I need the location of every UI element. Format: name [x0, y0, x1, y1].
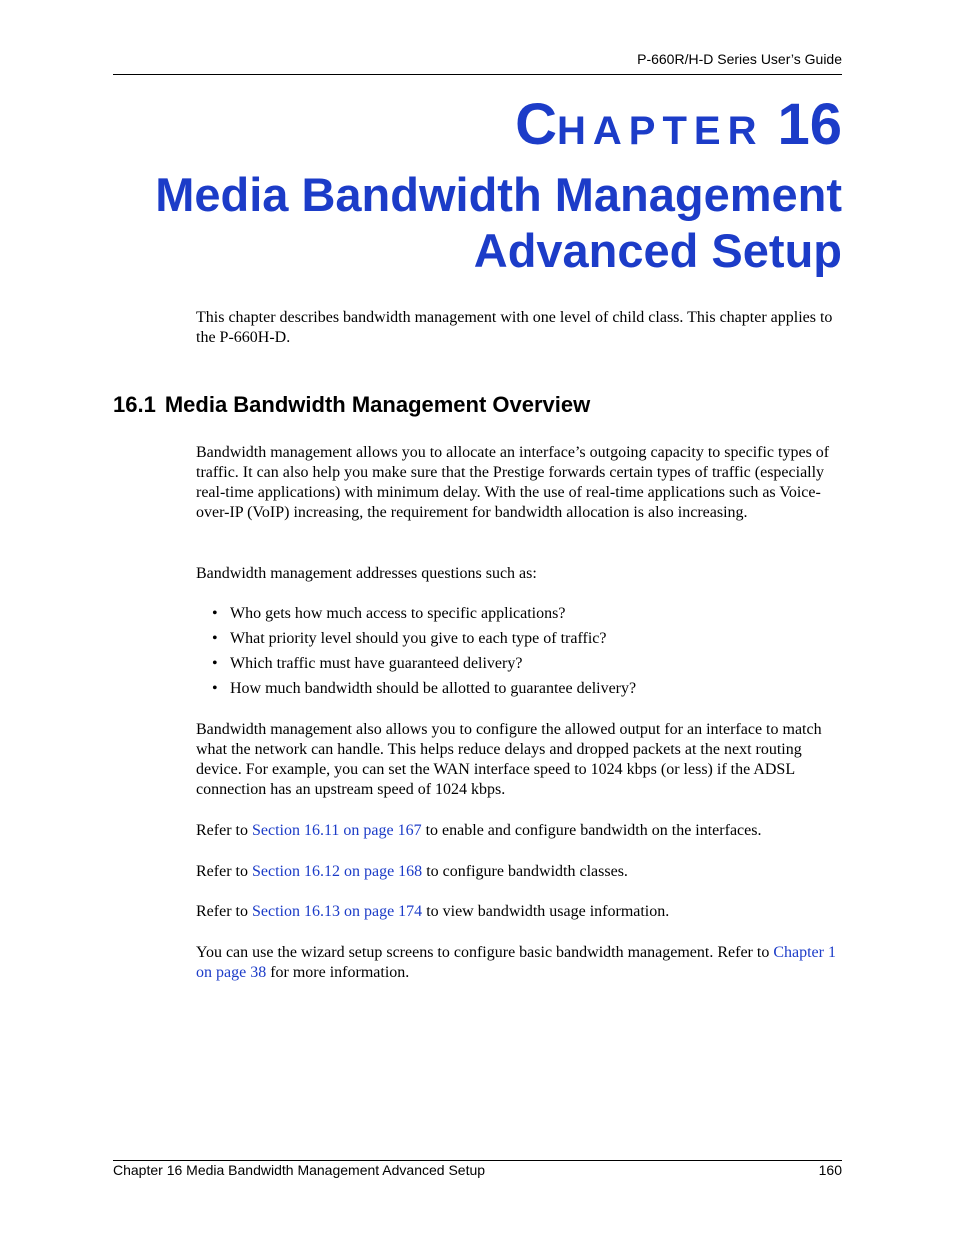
reference-prefix: Refer to: [196, 863, 252, 880]
reference-suffix: to view bandwidth usage information.: [422, 903, 670, 920]
list-item: [212, 679, 832, 699]
chapter-title-line-2: Advanced Setup: [473, 224, 842, 277]
chapter-label-initial: C: [515, 92, 558, 157]
section-16-12-link[interactable]: Section 16.12 on page 168: [251, 863, 423, 880]
chapter-label-rest: HAPTER: [557, 109, 764, 153]
output-config-paragraph: Bandwidth management also allows you to configure the allowed output for an interface to match what the network can handle. This helps reduce delays and dropped packets at the next routing device. For example, you can set the WAN interface speed to 1024 kbps (or less) if the ADSL connection has an upstream speed of 1024 kbps.: [196, 721, 822, 798]
questions-intro-paragraph: Bandwidth management addresses questions such as:: [196, 565, 537, 582]
wizard-prefix: You can use the wizard setup screens to configure basic bandwidth management. Refer to: [196, 944, 774, 961]
page-number: 160: [818, 1162, 842, 1178]
list-item: [212, 629, 832, 649]
chapter-title-line-1: Media Bandwidth Management: [155, 168, 842, 221]
section-16-11-link[interactable]: Section 16.11 on page 167: [251, 822, 422, 839]
bullet-icon: •: [212, 605, 218, 622]
bullet-icon: •: [212, 680, 218, 697]
list-item: [212, 604, 832, 624]
reference-suffix: to enable and configure bandwidth on the interfaces.: [421, 822, 762, 839]
reference-prefix: Refer to: [196, 822, 252, 839]
questions-list: [212, 604, 832, 704]
list-item-text: What priority level should you give to each type of traffic?: [230, 630, 607, 647]
footer-chapter-title: Chapter 16 Media Bandwidth Management Advanced Setup: [113, 1162, 486, 1178]
bullet-icon: •: [212, 655, 218, 672]
overview-paragraph: Bandwidth management allows you to allocate an interface’s outgoing capacity to specific types of traffic. It can also help you make sure that the Prestige forwards certain types of traffic (especially real-time applications) with minimum delay. With the use of real-time applications such as Voice-over-IP (VoIP) increasing, the requirement for bandwidth allocation is also increasing.: [196, 444, 830, 521]
list-item-text: Which traffic must have guaranteed delivery?: [230, 655, 523, 672]
wizard-suffix: for more information.: [266, 964, 410, 981]
section-heading: [113, 392, 590, 418]
chapter-number: 16: [777, 92, 842, 157]
running-header-title: P-660R/H-D Series User’s Guide: [637, 51, 842, 67]
reference-paragraph-interfaces: [196, 821, 846, 841]
reference-prefix: Refer to: [196, 903, 252, 920]
intro-paragraph: This chapter describes bandwidth management with one level of child class. This chapter applies to the P-660H-D.: [196, 309, 833, 346]
reference-paragraph-classes: [196, 862, 846, 882]
chapter-1-link[interactable]: Chapter 1 on page 38: [196, 944, 836, 981]
list-item-text: Who gets how much access to specific applications?: [230, 605, 566, 622]
reference-suffix: to configure bandwidth classes.: [422, 863, 628, 880]
header-divider: [113, 74, 842, 75]
section-title: Media Bandwidth Management Overview: [164, 392, 591, 417]
footer-divider: [113, 1160, 842, 1161]
chapter-label: [515, 92, 842, 157]
list-item-text: How much bandwidth should be allotted to guarantee delivery?: [230, 680, 637, 697]
list-item: [212, 654, 832, 674]
chapter-title: [113, 167, 842, 279]
section-number: 16.1: [113, 392, 156, 417]
section-16-13-link[interactable]: Section 16.13 on page 174: [251, 903, 423, 920]
wizard-paragraph: [196, 943, 846, 983]
reference-paragraph-usage: [196, 902, 846, 922]
bullet-icon: •: [212, 630, 218, 647]
